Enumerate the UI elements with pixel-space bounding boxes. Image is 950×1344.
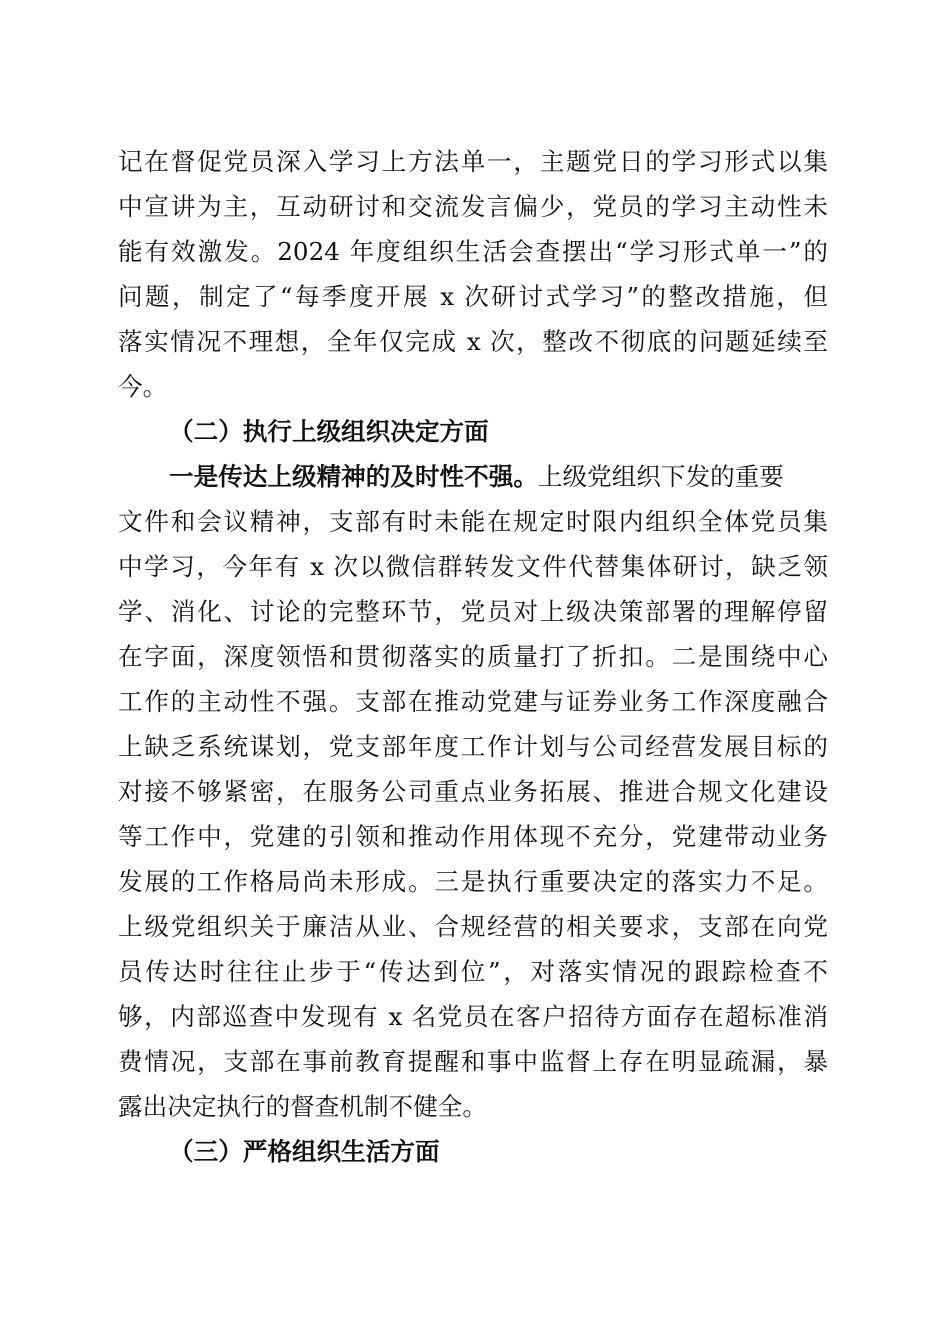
body-line: 问题，制定了“每季度开展 x 次研讨式学习”的整改措施，但: [118, 282, 828, 311]
body-line: 露出决定执行的督查机制不健全。: [118, 1092, 487, 1121]
section-heading: （二）执行上级组织决定方面: [169, 417, 489, 446]
body-line: 对接不够紧密，在服务公司重点业务拓展、推进合规文化建设: [118, 777, 828, 806]
body-line: 中宣讲为主，互动研讨和交流发言偏少，党员的学习主动性未: [118, 192, 828, 221]
body-line: 记在督促党员深入学习上方法单一，主题党日的学习形式以集: [118, 147, 828, 176]
body-line: 中学习，今年有 x 次以微信群转发文件代替集体研讨，缺乏领: [118, 552, 828, 581]
body-line: 落实情况不理想，全年仅完成 x 次，整改不彻底的问题延续至: [118, 327, 828, 356]
body-line: 员传达时往往止步于“传达到位”，对落实情况的跟踪检查不: [118, 957, 828, 986]
body-line: 等工作中，党建的引领和推动作用体现不充分，党建带动业务: [118, 822, 828, 851]
body-line: 在字面，深度领悟和贯彻落实的质量打了折扣。二是围绕中心: [118, 642, 828, 671]
body-line: 上缺乏系统谋划，党支部年度工作计划与公司经营发展目标的: [118, 732, 828, 761]
body-line: 发展的工作格局尚未形成。三是执行重要决定的落实力不足。: [118, 867, 828, 896]
lead-rest: 上级党组织下发的重要: [537, 462, 784, 491]
body-line: 费情况，支部在事前教育提醒和事中监督上存在明显疏漏，暴: [118, 1047, 828, 1076]
section-heading: （三）严格组织生活方面: [169, 1137, 440, 1166]
body-line-first: [169, 456, 828, 498]
body-line: 够，内部巡查中发现有 x 名党员在客户招待方面存在超标准消: [118, 1002, 828, 1031]
body-line: 文件和会议精神，支部有时未能在规定时限内组织全体党员集: [118, 507, 828, 536]
body-line: 能有效激发。2024 年度组织生活会查摆出“学习形式单一”的: [118, 237, 828, 266]
body-line: 学、消化、讨论的完整环节，党员对上级决策部署的理解停留: [118, 597, 828, 626]
body-line: 工作的主动性不强。支部在推动党建与证券业务工作深度融合: [118, 687, 828, 716]
lead-phrase: 一是传达上级精神的及时性不强。: [169, 462, 538, 491]
body-line: 上级党组织关于廉洁从业、合规经营的相关要求，支部在向党: [118, 912, 828, 941]
body-line: 今。: [118, 372, 168, 401]
